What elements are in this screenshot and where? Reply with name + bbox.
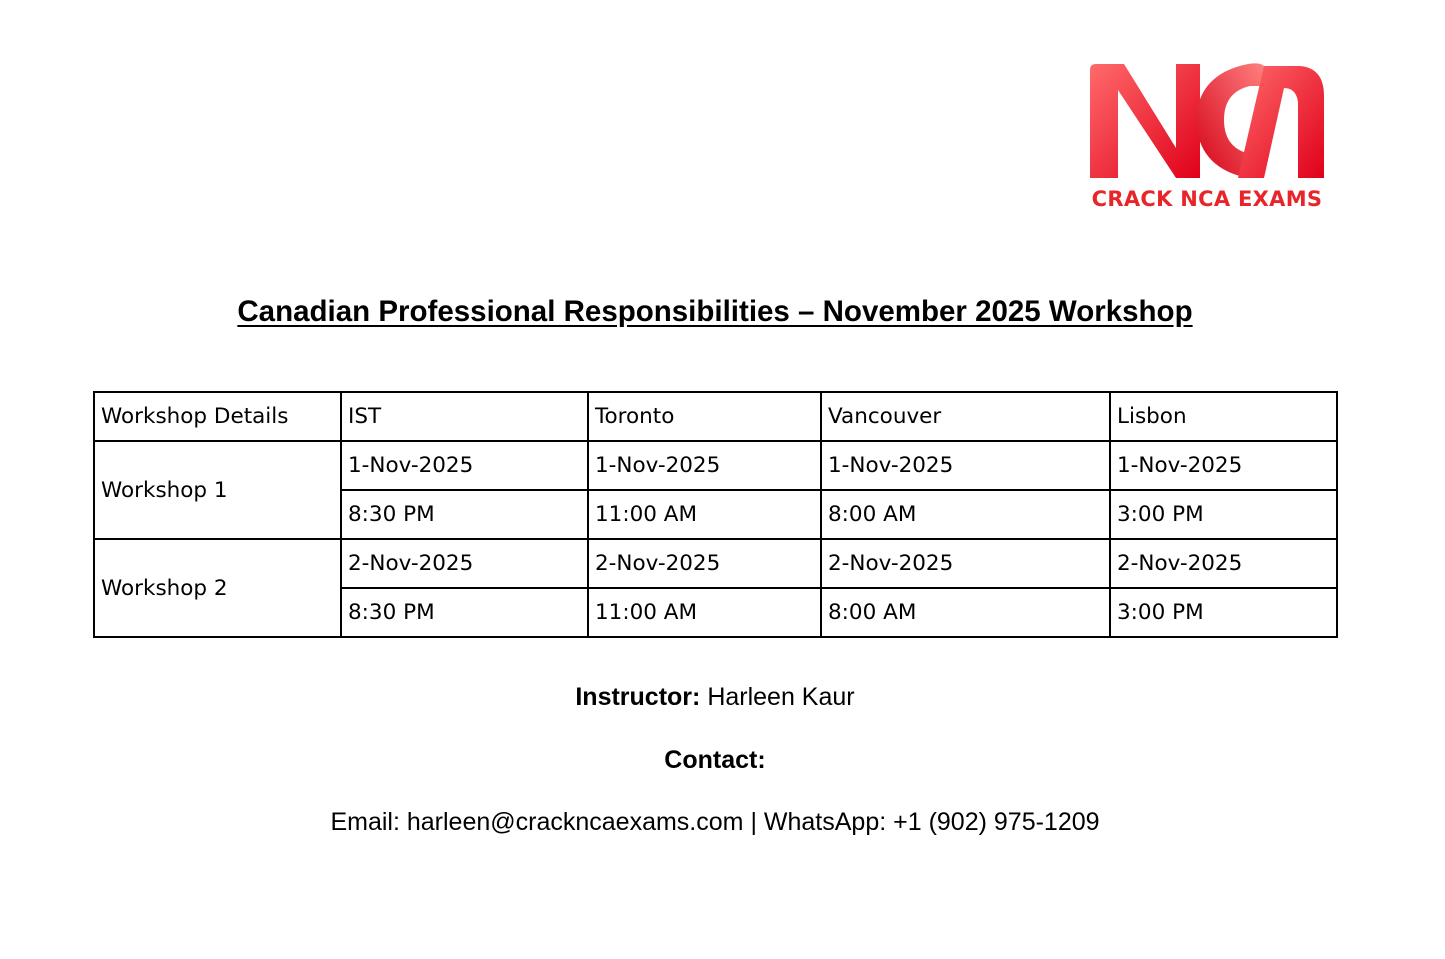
time-cell: 3:00 PM [1110, 588, 1337, 637]
page-title: Canadian Professional Responsibilities – November 2025 Workshop [237, 295, 1193, 328]
logo-text: CRACK NCA EXAMS [1091, 187, 1323, 211]
date-cell: 2-Nov-2025 [821, 539, 1110, 588]
table-row [94, 441, 1337, 490]
date-cell: 1-Nov-2025 [588, 441, 821, 490]
email-label: Email: [330, 808, 400, 836]
workshop-name-cell: Workshop 1 [94, 441, 341, 539]
table-header-cell: Workshop Details [94, 392, 341, 441]
time-cell: 11:00 AM [588, 490, 821, 539]
date-cell: 1-Nov-2025 [1110, 441, 1337, 490]
contact-heading: Contact: [664, 746, 766, 774]
workshop-schedule-table [93, 391, 1338, 638]
date-cell: 2-Nov-2025 [1110, 539, 1337, 588]
table-header-cell: Toronto [588, 392, 821, 441]
instructor-line [0, 683, 1430, 712]
time-cell: 8:30 PM [341, 490, 588, 539]
time-cell: 8:30 PM [341, 588, 588, 637]
table-header-cell: Lisbon [1110, 392, 1337, 441]
table-row [94, 539, 1337, 588]
time-cell: 3:00 PM [1110, 490, 1337, 539]
date-cell: 1-Nov-2025 [821, 441, 1110, 490]
contact-separator: | [750, 808, 757, 836]
workshop-name-cell: Workshop 2 [94, 539, 341, 637]
date-cell: 2-Nov-2025 [341, 539, 588, 588]
date-cell: 2-Nov-2025 [588, 539, 821, 588]
nca-monogram-icon [1088, 62, 1326, 182]
contact-details-line [0, 808, 1430, 837]
date-cell: 1-Nov-2025 [341, 441, 588, 490]
whatsapp-label: WhatsApp: [763, 808, 887, 836]
table-header-row [94, 392, 1337, 441]
whatsapp-number: +1 (902) 975-1209 [893, 808, 1100, 836]
instructor-label: Instructor: [575, 683, 701, 711]
table-header-cell: IST [341, 392, 588, 441]
instructor-name: Harleen Kaur [707, 683, 855, 711]
table-header-cell: Vancouver [821, 392, 1110, 441]
time-cell: 8:00 AM [821, 588, 1110, 637]
time-cell: 11:00 AM [588, 588, 821, 637]
email-address: harleen@crackncaexams.com [406, 808, 744, 836]
time-cell: 8:00 AM [821, 490, 1110, 539]
brand-logo [1086, 62, 1328, 214]
